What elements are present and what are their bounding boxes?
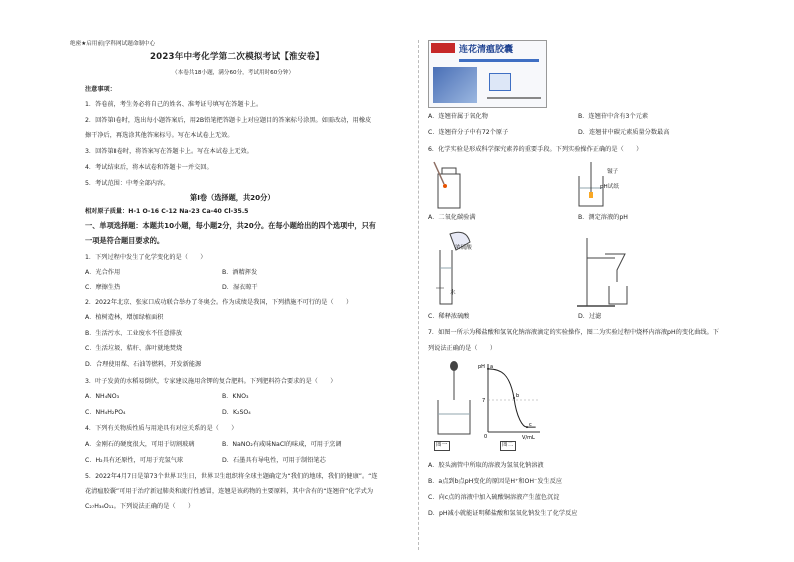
option-d: D．合理使用煤、石油等燃料，开发新能源 bbox=[85, 361, 202, 368]
option-d: D．过滤 bbox=[578, 313, 602, 320]
note-item: 擦干净后，再选涂其他答案标号。写在本试卷上无效。 bbox=[85, 132, 234, 139]
column-divider bbox=[418, 40, 419, 550]
manufacturer-line bbox=[487, 97, 541, 99]
option-a: A．光合作用 bbox=[85, 269, 121, 276]
ph-point-label-a: a bbox=[490, 363, 494, 370]
question-stem: 3．叶子发黄的水稻易倒伏，专家建议施用含钾的复合肥料。下列肥料符合要求的是（ ） bbox=[85, 378, 337, 385]
ph-curve-series bbox=[488, 369, 536, 427]
badge-icon bbox=[489, 73, 511, 91]
option-a: A．植树造林，增加绿植面积 bbox=[85, 314, 164, 321]
option-c: C．NH₄H₂PO₄ bbox=[85, 409, 126, 416]
water-label: 水 bbox=[450, 290, 456, 296]
medicine-box-label: 连花清瘟胶囊 bbox=[459, 45, 514, 55]
fig1-label: 图一 bbox=[436, 442, 448, 448]
note-item: 4．考试结束后，将本试卷和答题卡一并交回。 bbox=[85, 164, 213, 171]
option-b: B．生活污水、工业废水不任意排放 bbox=[85, 330, 183, 337]
option-b: B．NaNO₂有咸味NaCl的味咸，可用于烹调 bbox=[222, 441, 342, 448]
option-c: C．稀释浓硫酸 bbox=[428, 313, 470, 320]
option-a: A．NH₄NO₃ bbox=[85, 393, 120, 400]
y-axis-label: pH bbox=[478, 364, 485, 370]
option-d: D．石墨具有导电性，可用于制铅笔芯 bbox=[222, 457, 326, 464]
ph-paper-label: pH试纸 bbox=[600, 184, 619, 190]
option-b: B．连翘苷中含有3个元素 bbox=[578, 113, 649, 120]
note-item: 5．考试范围：中考全部内容。 bbox=[85, 180, 170, 187]
option-c: C．连翘苷分子中有72个原子 bbox=[428, 129, 509, 136]
flower-image bbox=[433, 67, 477, 103]
question-stem: C₂₇H₃₄O₁₁。下列说法正确的是（ ） bbox=[85, 503, 195, 510]
note-item: 3．回答第Ⅱ卷时，将答案写在答题卡上。写在本试卷上无效。 bbox=[85, 148, 253, 155]
option-d: D．连翘苷中碳元素质量分数最高 bbox=[578, 129, 670, 136]
option-c: C．向c点的溶液中加入硫酸铜溶液产生蓝色沉淀 bbox=[428, 494, 560, 501]
question-stem: 7．如图一所示为稀盐酸和氢氧化钠溶液滴定的实验操作，图二为实验过程中烧杯内溶液pH的变化曲线。下 bbox=[428, 329, 719, 336]
ph-point-b bbox=[513, 397, 515, 399]
option-a: A．连翘苷属于氧化物 bbox=[428, 113, 488, 120]
option-a: A．胶头滴管中所取的溶液为氢氧化钠溶液 bbox=[428, 462, 544, 469]
fig2-label: 图二 bbox=[502, 442, 514, 448]
atomic-masses: 相对原子质量：H-1 O-16 C-12 Na-23 Ca-40 Cl-35.5 bbox=[85, 208, 249, 215]
question-stem: 5．2022年4月7日是第73个世界卫生日，世界卫生组织将全球主题确定为“我们的地球，我们的健康”。“连 bbox=[85, 473, 378, 480]
option-c: C．摩擦生热 bbox=[85, 284, 121, 291]
section-heading: 第Ⅰ卷（选择题，共20分） bbox=[190, 193, 275, 202]
ph-curve-points bbox=[487, 364, 532, 428]
filtration-figure bbox=[575, 236, 635, 308]
ph-point-label-c: c bbox=[529, 422, 532, 429]
watermark: 绝密★启用前|学科网试题命制中心 bbox=[70, 41, 156, 47]
dilution-figure bbox=[430, 228, 490, 308]
option-d: D．pH减小就能证明稀盐酸和氢氧化钠发生了化学反应 bbox=[428, 510, 578, 517]
x-axis-label: V/mL bbox=[522, 435, 535, 441]
ph-point-a bbox=[487, 368, 489, 370]
page-title: 2023年中考化学第二次模拟考试【淮安卷】 bbox=[150, 52, 325, 62]
question-stem: 1．下列过程中发生了化学变化的是（ ） bbox=[85, 254, 207, 261]
y-tick-7: 7 bbox=[482, 398, 486, 404]
question-stem: 6．化学实验是形成科学探究素养的重要手段。下列实验操作正确的是（ ） bbox=[428, 146, 643, 153]
option-b: B．测定溶液的pH bbox=[578, 214, 628, 221]
ph-point-label-b: b bbox=[516, 393, 520, 399]
co2-check-figure bbox=[430, 160, 470, 210]
ph-point-c bbox=[526, 426, 528, 428]
option-a: A．金刚石的硬度很大，可用于切割玻璃 bbox=[85, 441, 195, 448]
titration-figure bbox=[432, 360, 482, 440]
instructions-line-2: 一项是符合题目要求的。 bbox=[85, 236, 165, 245]
question-stem: 2．2022年北京、张家口成功联合举办了冬奥会。作为成绩是我国，下列措施不可行的是（ ） bbox=[85, 299, 353, 306]
note-item: 1．答卷前，考生务必将自己的姓名、准考证号填写在答题卡上。 bbox=[85, 101, 263, 108]
option-b: B．KNO₃ bbox=[222, 393, 249, 400]
option-c: C．生活垃圾、秸秆、落叶就地焚烧 bbox=[85, 345, 183, 352]
x-tick-0: 0 bbox=[484, 434, 488, 440]
ph-curve-chart bbox=[478, 362, 542, 441]
label-stripe bbox=[459, 59, 539, 62]
question-stem: 4．下列有关物质性质与用途具有对应关系的是（ ） bbox=[85, 425, 238, 432]
option-b: B．酒精挥发 bbox=[222, 269, 258, 276]
option-b: B．a点到b点pH变化的原因是H⁺和OH⁻发生反应 bbox=[428, 478, 563, 485]
instructions-line-1: 一、单项选择题：本题共10小题，每小题2分，共20分。在每小题给出的四个选项中，只有 bbox=[85, 221, 376, 230]
medicine-box-image bbox=[428, 40, 547, 108]
note-item: 2．回答第Ⅰ卷时，选出每小题答案后，用2B铅笔把答题卡上对应题目的答案标号涂黑。如需改动，用橡皮 bbox=[85, 117, 372, 124]
option-a: A．二氧化碳验满 bbox=[428, 214, 476, 221]
page-subtitle: （本卷共18小题，满分60分，考试用时60分钟） bbox=[172, 70, 295, 76]
option-c: C．H₂具有还原性，可用于充氢气球 bbox=[85, 457, 184, 464]
brand-logo bbox=[431, 43, 455, 53]
acid-label: 浓硫酸 bbox=[455, 245, 472, 251]
tweezers-label: 镊子 bbox=[607, 169, 619, 175]
question-stem: 列说法正确的是（ ） bbox=[428, 345, 497, 352]
question-stem: 花清瘟胶囊”可用于治疗新冠肺炎和流行性感冒，连翘是该药物的主要原料，其中含有的“连翘苷”化学式为 bbox=[85, 488, 374, 495]
notes-heading: 注意事项： bbox=[85, 86, 116, 93]
option-d: D．湿衣晾干 bbox=[222, 284, 258, 291]
option-d: D．K₂SO₄ bbox=[222, 409, 251, 416]
